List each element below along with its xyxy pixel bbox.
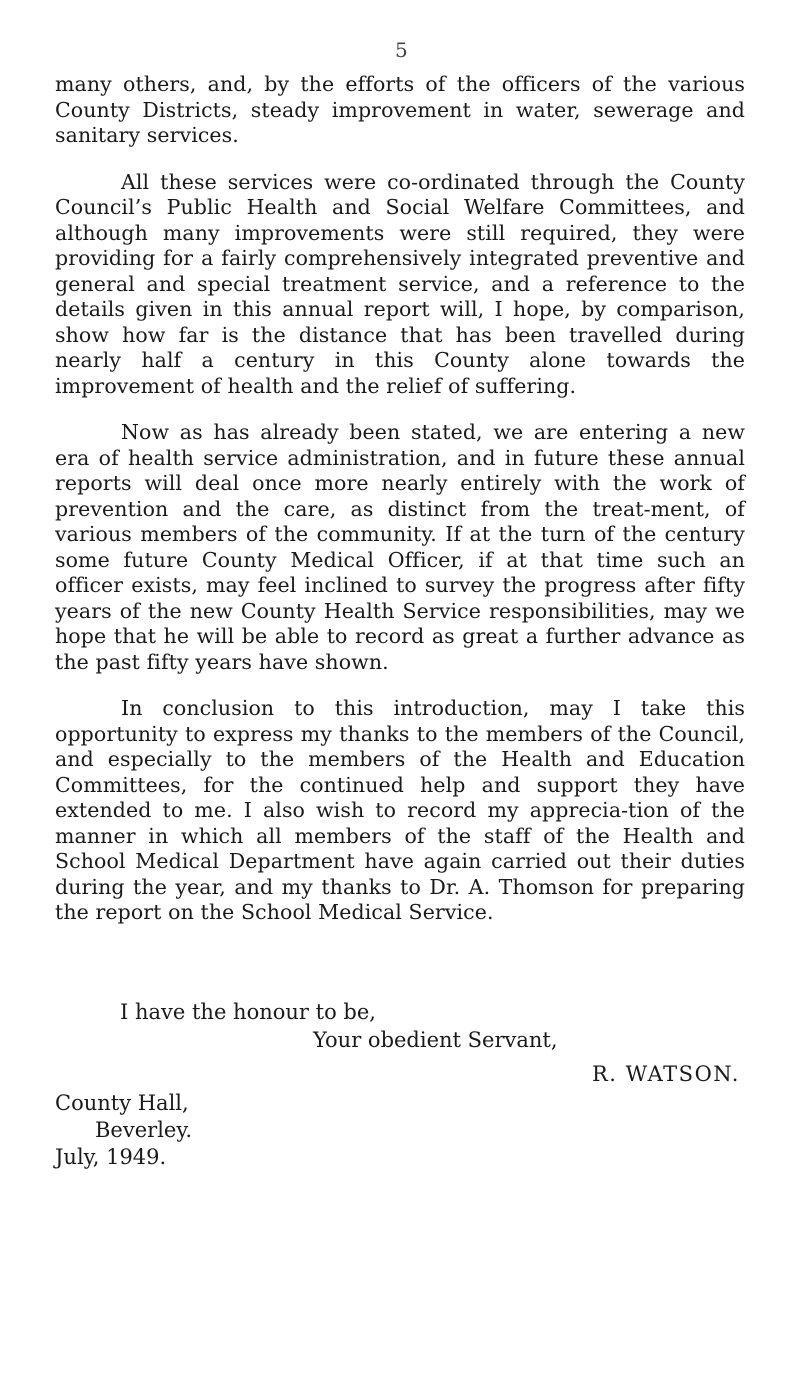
page-number: 5 <box>395 38 408 62</box>
signature: R. WATSON. <box>591 1062 740 1086</box>
address-date: July, 1949. <box>55 1145 167 1169</box>
valediction: Your obedient Servant, <box>313 1028 558 1052</box>
paragraph-4: In conclusion to this introduction, may I take this opportunity to express my thanks to the members of the Council, and especially to the members of the Health and Education Committees, for the continued help and support they have extended to me. I also wish to record my apprecia-tion of the manner in which all members of the staff of the Health and School Medical Department have again carried out their duties during the year, and my thanks to Dr. A. Thomson for preparing the report on the School Medical Service. <box>55 696 745 924</box>
paragraph-2: All these services were co-ordinated through the County Council’s Public Health and Social Welfare Committees, and although many improvements were still required, they were providing for a fairly comprehensively integrated preventive and general and special treatment service, and a reference to the details given in this annual report will, I hope, by comparison, show how far is the distance that has been travelled during nearly half a century in this County alone towards the improvement of health and the relief of suffering. <box>55 169 745 398</box>
closing-line: I have the honour to be, <box>120 1000 376 1024</box>
address-line-1: County Hall, <box>55 1091 189 1115</box>
paragraph-3: Now as has already been stated, we are entering a new era of health service administration, and in future these annual reports will deal once more nearly entirely with the work of prevention and the care, as distinct from the treat-ment, of various members of the community. If at the turn of the century some future County Medical Officer, if at that time such an officer exists, may feel inclined to survey the progress after fifty years of the new County Health Service responsibilities, may we hope that he will be able to record as great a further advance as the past fifty years have shown. <box>55 420 745 674</box>
address-block <box>55 1090 192 1171</box>
address-line-2: Beverley. <box>95 1118 193 1142</box>
paragraph-1: many others, and, by the efforts of the officers of the various County Districts, steady improvement in water, sewerage and sanitary services. <box>55 72 745 147</box>
body-text <box>55 72 745 947</box>
